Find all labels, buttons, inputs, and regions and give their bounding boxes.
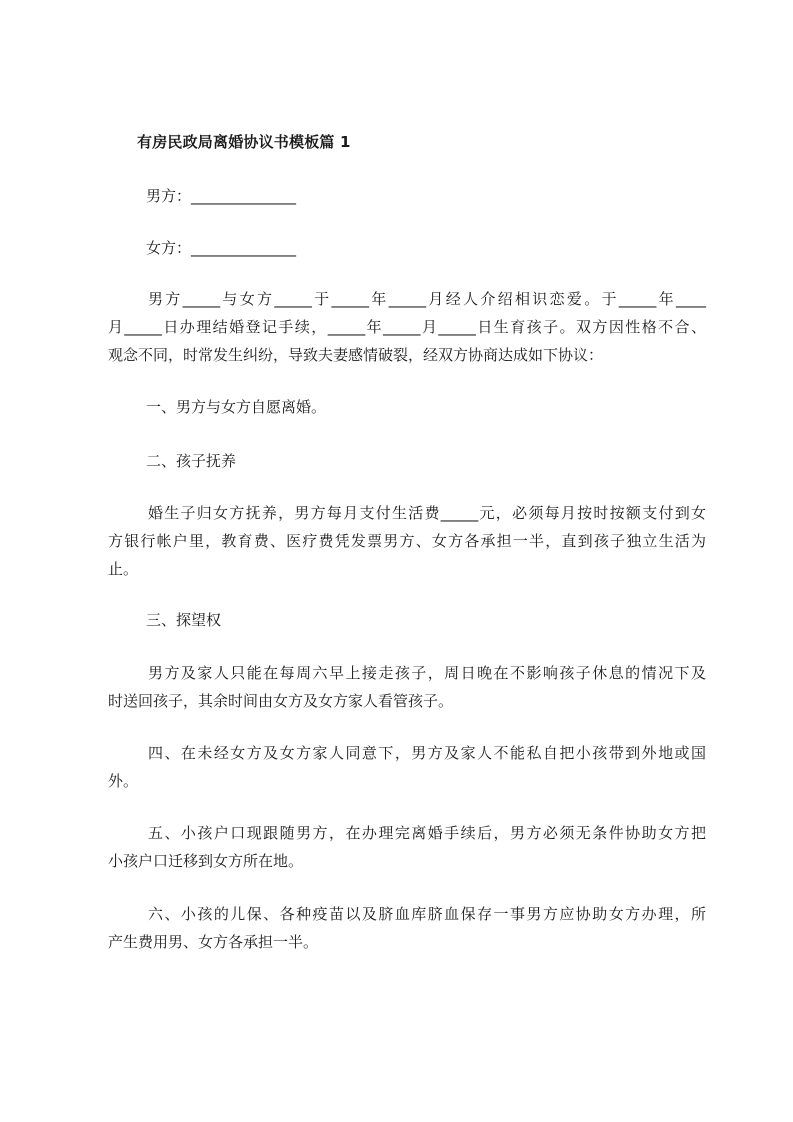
clause-6-line-2: 产生费用男、女方各承担一半。 <box>108 933 319 951</box>
clause-2-heading: 二、孩子抚养 <box>146 452 237 470</box>
clause-4-line-2: 外。 <box>108 772 139 790</box>
clause-2-line-3: 止。 <box>108 560 139 578</box>
clause-2-line-2: 方银行帐户里，教育费、医疗费凭发票男方、女方各承担一半，直到孩子独立生活为 <box>108 532 706 550</box>
clause-5-line-2: 小孩户口迁移到女方所在地。 <box>108 852 304 870</box>
clause-1: 一、男方与女方自愿离婚。 <box>146 398 327 416</box>
male-party-field: 男方：______________ <box>146 187 297 205</box>
clause-3-body <box>108 659 706 715</box>
female-party-field: 女方：______________ <box>146 239 297 257</box>
clause-2-line-1: 婚生子归女方抚养，男方每月支付生活费_____元，必须每月按时按额支付到女 <box>148 504 706 522</box>
clause-6 <box>108 900 706 956</box>
document-title: 有房民政局离婚协议书模板篇 1 <box>137 133 351 151</box>
clause-4-line-1: 四、在未经女方及女方家人同意下，男方及家人不能私自把小孩带到外地或国 <box>148 744 706 762</box>
intro-paragraph <box>108 285 706 369</box>
intro-line-2: 月_____日办理结婚登记手续，_____年_____月_____日生育孩子。双方因性格不合、 <box>108 318 706 336</box>
intro-line-1: 男方_____与女方_____于_____年_____月经人介绍相识恋爱。于_____年____ <box>148 290 706 308</box>
clause-5 <box>108 819 706 875</box>
clause-6-line-1: 六、小孩的儿保、各种疫苗以及脐血库脐血保存一事男方应协助女方办理，所 <box>148 905 706 923</box>
clause-3-line-2: 时送回孩子，其余时间由女方及女方家人看管孩子。 <box>108 692 454 710</box>
clause-3-line-1: 男方及家人只能在每周六早上接走孩子，周日晚在不影响孩子休息的情况下及 <box>148 664 706 682</box>
intro-line-3: 观念不同，时常发生纠纷，导致夫妻感情破裂，经双方协商达成如下协议： <box>108 346 604 364</box>
clause-3-heading: 三、探望权 <box>146 611 222 629</box>
clause-2-body <box>108 499 706 583</box>
clause-4 <box>108 739 706 795</box>
clause-5-line-1: 五、小孩户口现跟随男方，在办理完离婚手续后，男方必须无条件协助女方把 <box>148 824 706 842</box>
